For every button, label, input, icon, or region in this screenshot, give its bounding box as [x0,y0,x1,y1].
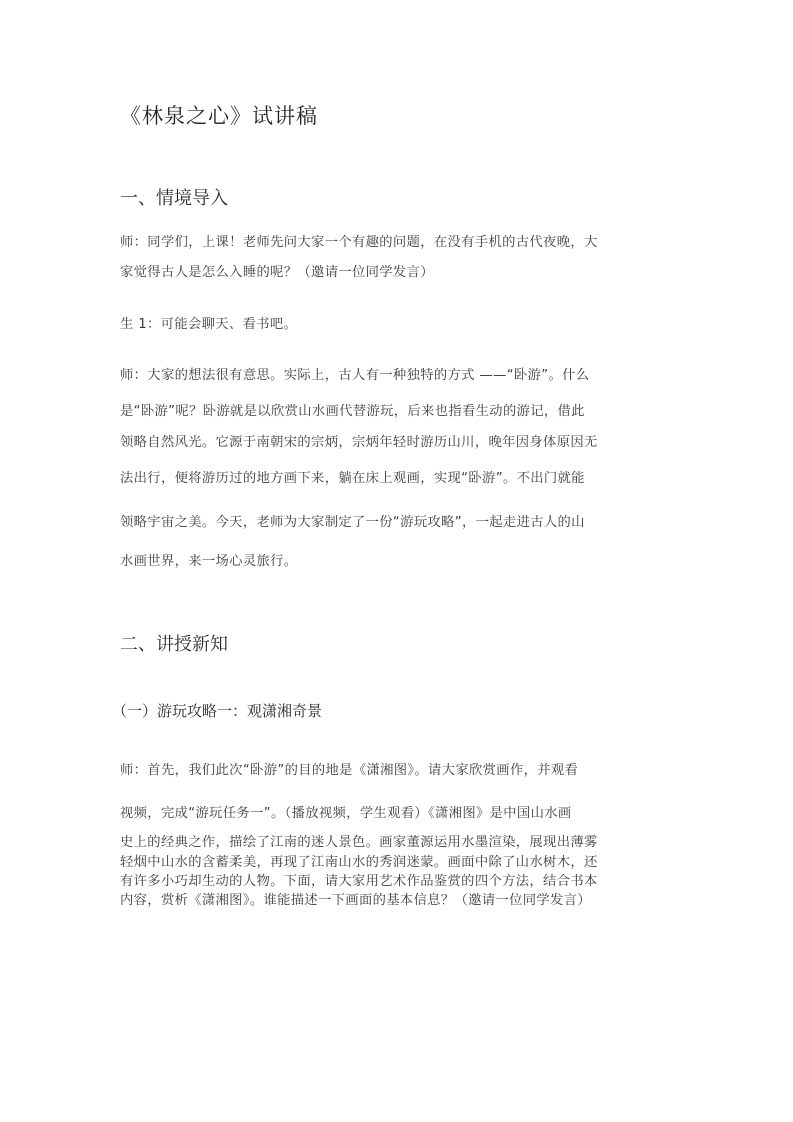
paragraph-line: 法出行，便将游历过的地方画下来，躺在床上观画，实现“卧游”。不出门就能 [120,471,585,486]
paragraph-line: 领略宇宙之美。今天，老师为大家制定了一份“游玩攻略”，一起走进古人的山 [120,515,585,530]
paragraph-line: 水画世界，来一场心灵旅行。 [120,554,298,569]
paragraph-line: 师：同学们，上课！老师先问大家一个有趣的问题，在没有手机的古代夜晚，大 [120,235,598,250]
paragraph-line: 是“卧游”呢？卧游就是以欣赏山水画代替游玩，后来也指看生动的游记，借此 [120,404,585,419]
paragraph-line: 师：首先，我们此次“卧游”的目的地是《潇湘图》。请大家欣赏画作，并观看 [120,763,579,778]
paragraph-line: 史上的经典之作，描绘了江南的迷人景色。画家董源运用水墨渲染，展现出薄雾 [120,835,598,850]
paragraph-line: 生 1：可能会聊天、看书吧。 [120,317,298,332]
section-heading-intro: 一、情境导入 [120,188,228,209]
paragraph-line: 轻烟中山水的含蓄柔美，再现了江南山水的秀润迷蒙。画面中除了山水树木，还 [120,855,598,870]
paragraph-line: 有许多小巧却生动的人物。下面，请大家用艺术作品鉴赏的四个方法，结合书本 [120,874,598,889]
paragraph-line: 内容，赏析《潇湘图》。谁能描述一下画面的基本信息？（邀请一位同学发言） [120,893,591,908]
paragraph-line: 领略自然风光。它源于南朝宋的宗炳，宗炳年轻时游历山川，晚年因身体原因无 [120,435,598,450]
paragraph-line: 家觉得古人是怎么入睡的呢？（邀请一位同学发言） [120,265,434,280]
subsection-heading: （一）游玩攻略一：观潇湘奇景 [112,702,323,720]
document-title: 《林泉之心》试讲稿 [120,104,318,128]
paragraph-line: 师：大家的想法很有意思。实际上，古人有一种独特的方式 ——“卧游”。什么 [120,368,590,383]
section-heading-new-knowledge: 二、讲授新知 [120,634,228,655]
paragraph-line: 视频，完成“游玩任务一”。（播放视频，学生观看）《潇湘图》是中国山水画 [120,806,572,821]
